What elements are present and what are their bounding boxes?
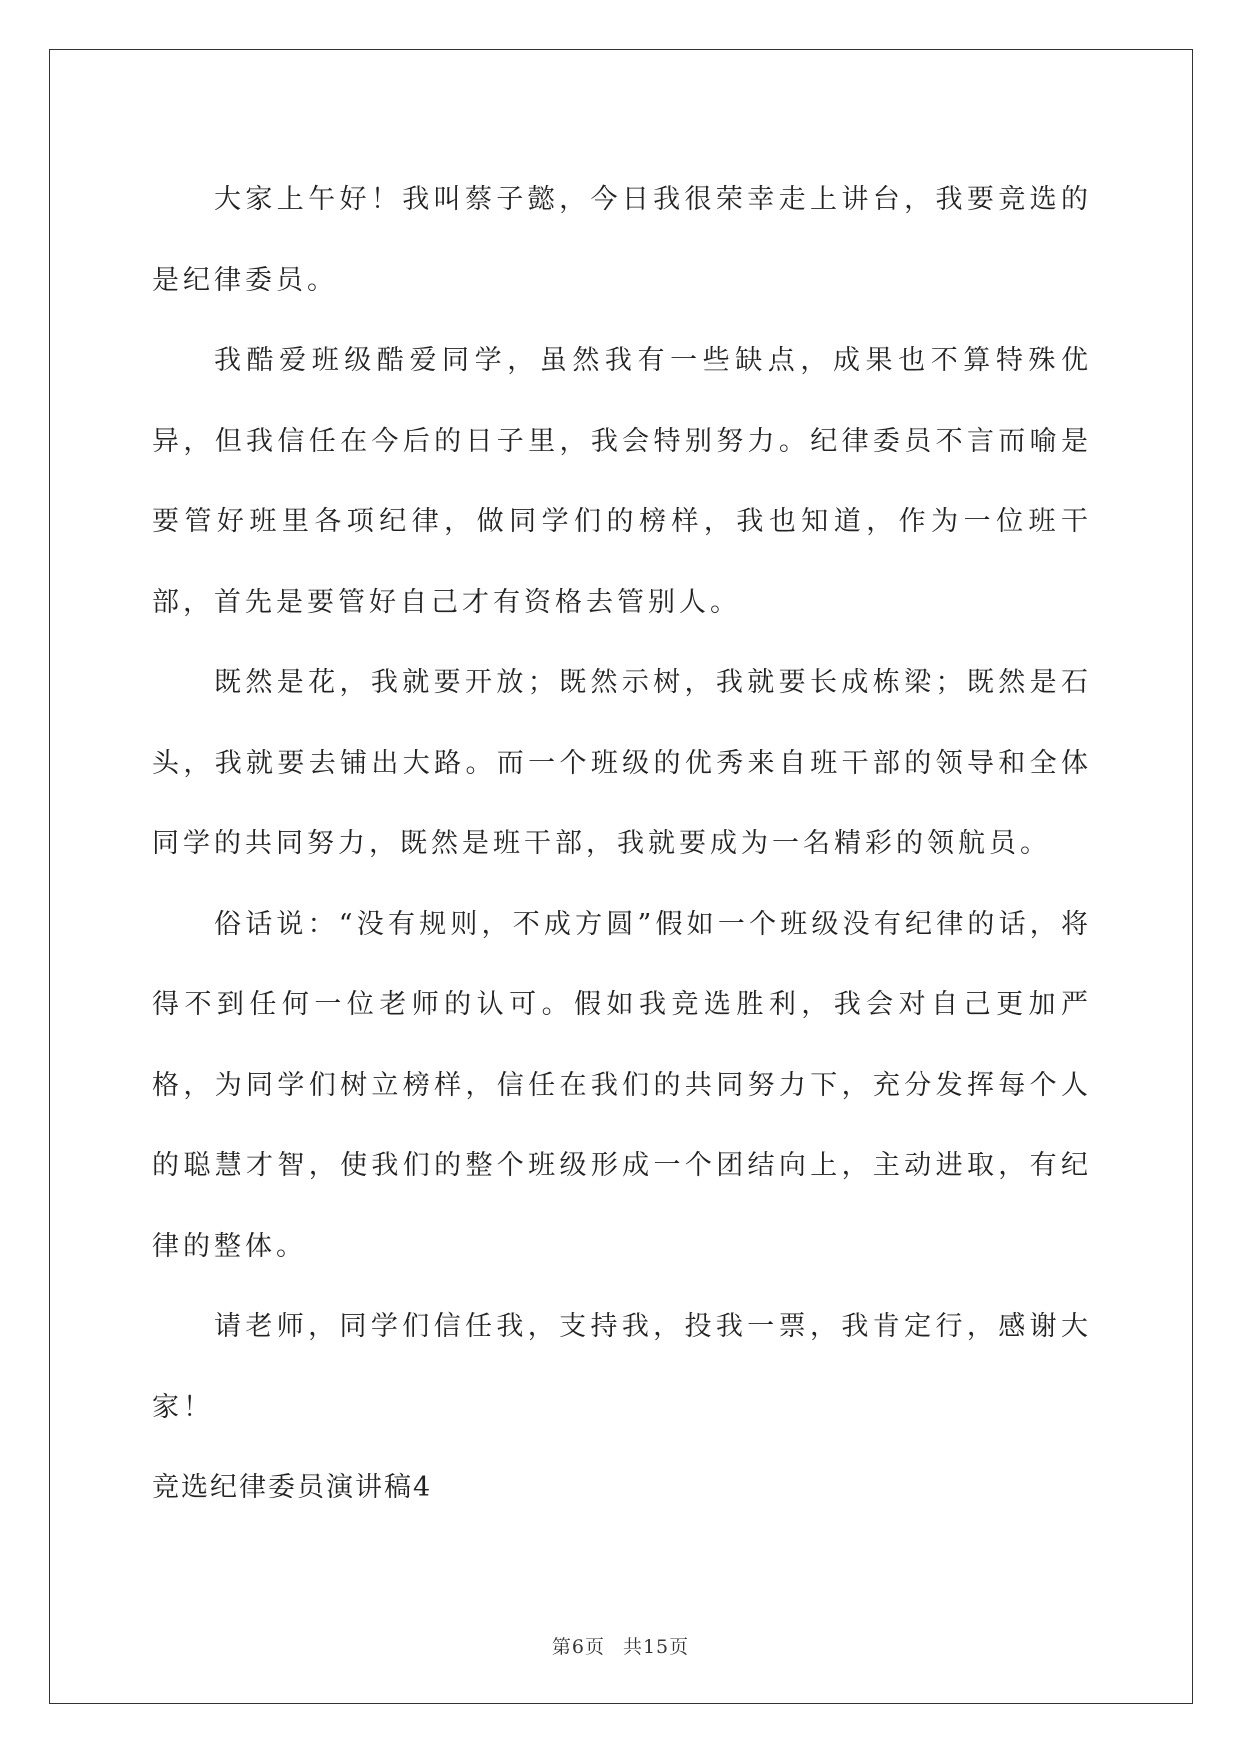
paragraph-greeting: 大家上午好！我叫蔡子懿，今日我很荣幸走上讲台，我要竞选的是纪律委员。 <box>152 184 1092 296</box>
page-number-current: 第6页 <box>551 1636 605 1658</box>
document-body <box>152 160 1092 1529</box>
paragraph-closing: 请老师，同学们信任我，支持我，投我一票，我肯定行，感谢大家！ <box>152 1311 1092 1423</box>
next-section-heading: 竞选纪律委员演讲稿4 <box>152 1472 433 1503</box>
paragraph-rules: 俗话说：“没有规则，不成方圆”假如一个班级没有纪律的话，将得不到任何一位老师的认可。假如我竞选胜利，我会对自己更加严格，为同学们树立榜样，信任在我们的共同努力下，充分发挥每个人的聪慧才智，使我们的整个班级形成一个团结向上，主动进取，有纪律的整体。 <box>152 908 1092 1262</box>
paragraph-commitment: 我酷爱班级酷爱同学，虽然我有一些缺点，成果也不算特殊优异，但我信任在今后的日子里，我会特别努力。纪律委员不言而喻是要管好班里各项纪律，做同学们的榜样，我也知道，作为一位班干部，首先是要管好自己才有资格去管别人。 <box>152 345 1092 618</box>
paragraph-metaphor: 既然是花，我就要开放；既然示树，我就要长成栋梁；既然是石头，我就要去铺出大路。而一个班级的优秀来自班干部的领导和全体同学的共同努力，既然是班干部，我就要成为一名精彩的领航员。 <box>152 667 1092 859</box>
page-number-total: 共15页 <box>622 1636 690 1658</box>
page-footer <box>0 1632 1241 1659</box>
